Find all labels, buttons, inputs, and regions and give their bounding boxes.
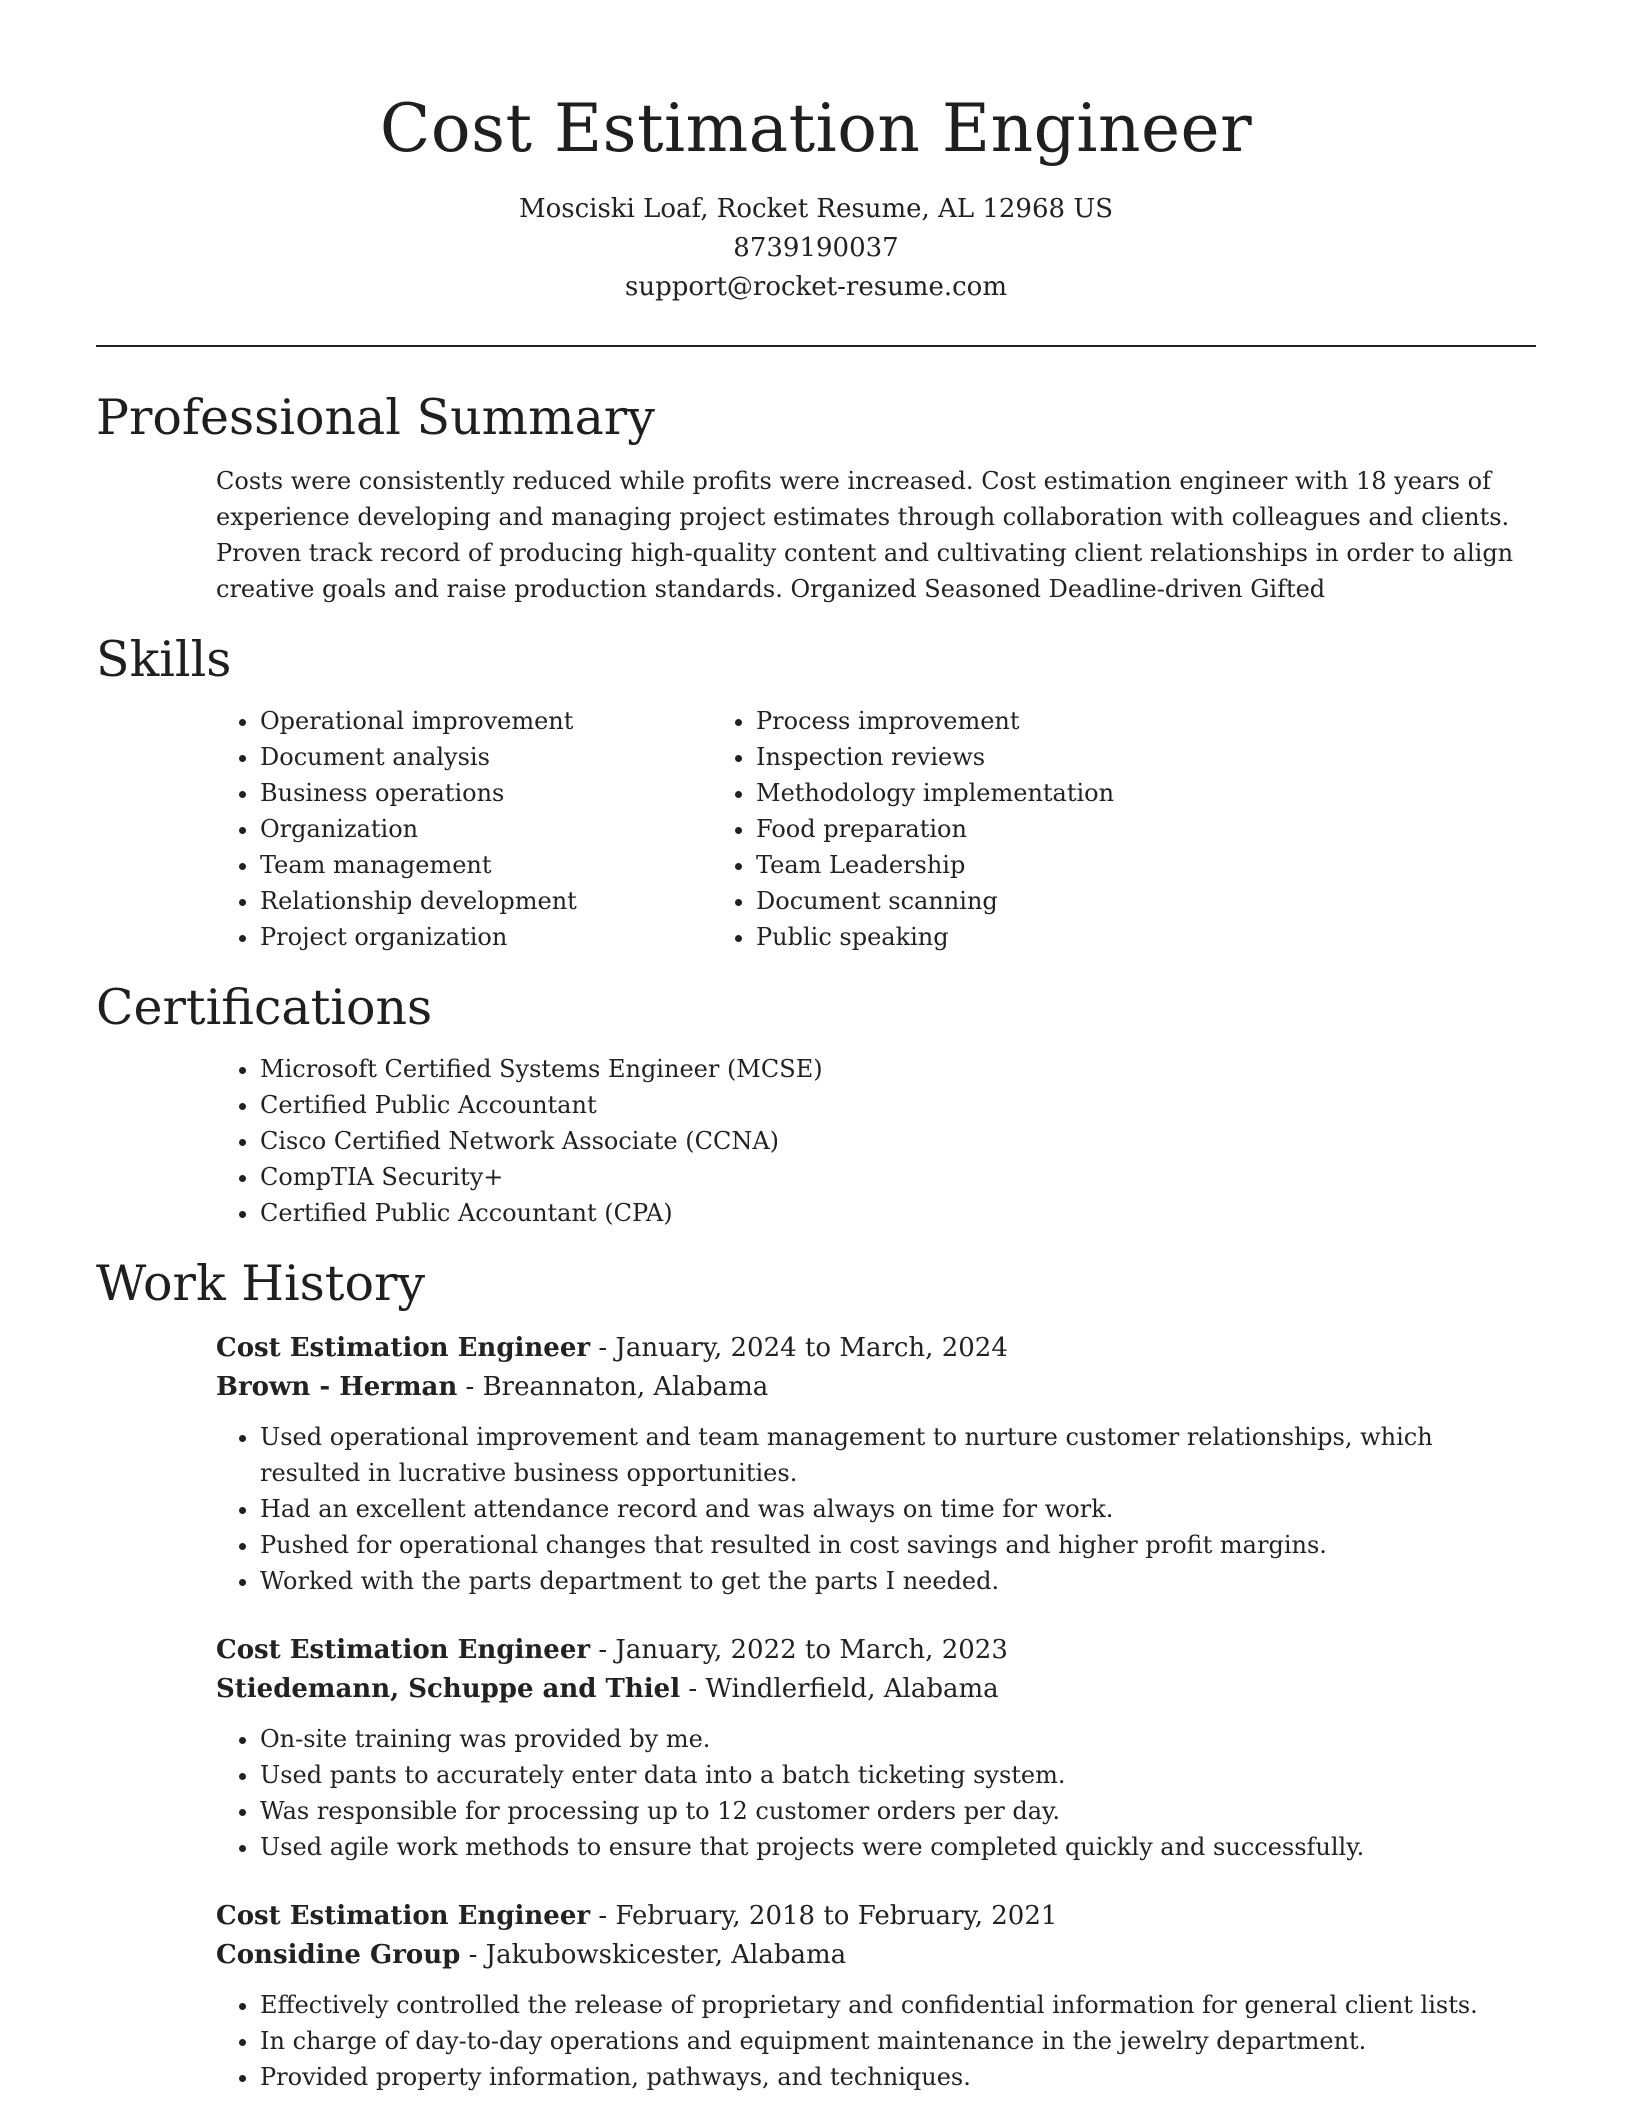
skills-columns — [96, 703, 1536, 955]
summary-text: Costs were consistently reduced while profits were increased. Cost estimation engineer with 18 years of experience developing and managing project estimates through collaboration with colleagues and clients. Proven track record of producing high-quality content and cultivating client relationships in order to align creative goals and raise production standards. Organized Seasoned Deadline-driven Gifted — [216, 467, 1514, 603]
job-entry — [96, 1897, 1536, 2095]
list-item: • Business operations — [260, 775, 746, 811]
job-role: Cost Estimation Engineer — [216, 1901, 591, 1931]
list-item: • Organization — [260, 811, 746, 847]
summary-heading: Professional Summary — [96, 389, 655, 446]
list-item: • CompTIA Security+ — [260, 1159, 1536, 1195]
job-role: Cost Estimation Engineer — [216, 1635, 591, 1665]
skills-column-right — [746, 703, 1396, 955]
job-dates: - January, 2022 to March, 2023 — [590, 1635, 1008, 1665]
job-bullets — [216, 1419, 1536, 1599]
list-item: • Certified Public Accountant (CPA) — [260, 1195, 1536, 1231]
list-item: • Food preparation — [756, 811, 1396, 847]
list-item: • Used pants to accurately enter data into a batch ticketing system. — [260, 1757, 1536, 1793]
skills-heading: Skills — [96, 631, 232, 688]
list-item: • Was responsible for processing up to 12 customer orders per day. — [260, 1793, 1536, 1829]
job-title-line — [216, 1631, 1536, 1670]
list-item: • Operational improvement — [260, 703, 746, 739]
header-divider — [96, 345, 1536, 347]
skills-column-left — [96, 703, 746, 955]
list-item: • Cisco Certified Network Associate (CCNA) — [260, 1123, 1536, 1159]
job-location: - Breannaton, Alabama — [457, 1372, 769, 1402]
list-item: • Document scanning — [756, 883, 1396, 919]
list-item: • Inspection reviews — [756, 739, 1396, 775]
job-dates: - January, 2024 to March, 2024 — [590, 1333, 1008, 1363]
list-item: • Document analysis — [260, 739, 746, 775]
job-location: - Windlerfield, Alabama — [680, 1674, 999, 1704]
resume-header — [96, 0, 1536, 307]
summary-section — [96, 387, 1536, 607]
list-item: • Provided property information, pathways, and techniques. — [260, 2059, 1536, 2095]
list-item: • Used agile work methods to ensure that projects were completed quickly and successfully. — [260, 1829, 1536, 1865]
certifications-list — [96, 1051, 1536, 1231]
list-item: • Worked with the parts department to get the parts I needed. — [260, 1563, 1536, 1599]
list-item: • Methodology implementation — [756, 775, 1396, 811]
contact-phone: 8739190037 — [733, 233, 899, 263]
job-company-line — [216, 1670, 1536, 1709]
contact-email: support@rocket-resume.com — [624, 272, 1007, 302]
job-title-line — [216, 1329, 1536, 1368]
job-company-line — [216, 1368, 1536, 1407]
contact-address: Mosciski Loaf, Rocket Resume, AL 12968 US — [518, 194, 1114, 224]
job-entry — [96, 1329, 1536, 1599]
work-history-section — [96, 1253, 1536, 2095]
job-location: - Jakubowskicester, Alabama — [460, 1940, 847, 1970]
list-item: • Relationship development — [260, 883, 746, 919]
list-item: • Microsoft Certified Systems Engineer (MCSE) — [260, 1051, 1536, 1087]
skills-list-right — [746, 703, 1396, 955]
list-item: • Process improvement — [756, 703, 1396, 739]
job-bullets — [216, 1721, 1536, 1865]
list-item: • In charge of day-to-day operations and equipment maintenance in the jewelry department. — [260, 2023, 1536, 2059]
job-bullets — [216, 1987, 1536, 2095]
list-item: • Public speaking — [756, 919, 1396, 955]
job-company: Stiedemann, Schuppe and Thiel — [216, 1674, 681, 1704]
job-company-line — [216, 1936, 1536, 1975]
job-dates: - February, 2018 to February, 2021 — [590, 1901, 1058, 1931]
list-item: • Project organization — [260, 919, 746, 955]
job-company: Brown - Herman — [216, 1372, 458, 1402]
skills-list-left — [96, 703, 746, 955]
list-item: • Used operational improvement and team management to nurture customer relationships, which resulted in lucrative business opportunities. — [260, 1419, 1536, 1491]
list-item: • Team management — [260, 847, 746, 883]
job-company: Considine Group — [216, 1940, 461, 1970]
list-item: • Had an excellent attendance record and was always on time for work. — [260, 1491, 1536, 1527]
skills-section — [96, 629, 1536, 955]
list-item: • Team Leadership — [756, 847, 1396, 883]
certifications-section — [96, 977, 1536, 1231]
job-entry — [96, 1631, 1536, 1865]
list-item: • Certified Public Accountant — [260, 1087, 1536, 1123]
list-item: • Effectively controlled the release of proprietary and confidential information for general client lists. — [260, 1987, 1536, 2023]
work-history-heading: Work History — [96, 1255, 426, 1312]
job-title-line — [216, 1897, 1536, 1936]
list-item: • Pushed for operational changes that resulted in cost savings and higher profit margins. — [260, 1527, 1536, 1563]
certifications-heading: Certifications — [96, 979, 433, 1036]
contact-block — [96, 190, 1536, 307]
job-role: Cost Estimation Engineer — [216, 1333, 591, 1363]
resume-name: Cost Estimation Engineer — [379, 90, 1253, 167]
list-item: • On-site training was provided by me. — [260, 1721, 1536, 1757]
